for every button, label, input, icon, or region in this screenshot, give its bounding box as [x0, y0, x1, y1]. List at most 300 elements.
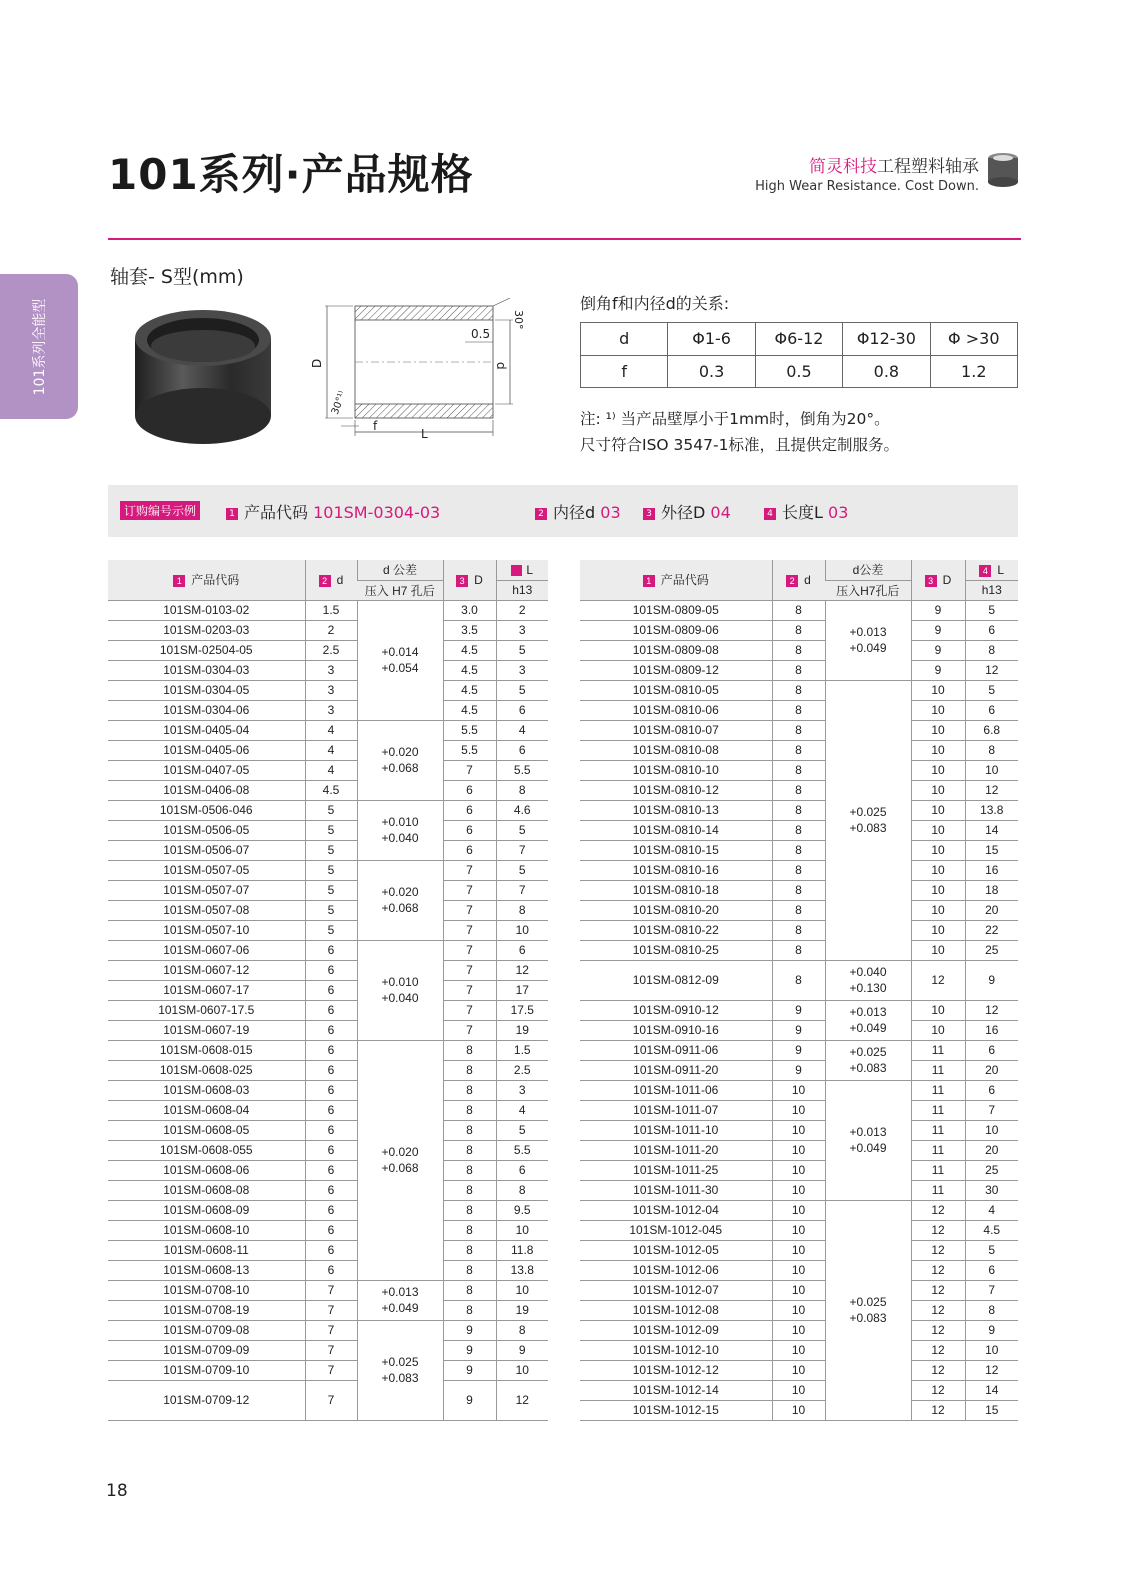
length-L-cell: 6 [965, 700, 1018, 720]
table-row [108, 1060, 548, 1080]
svg-text:30°¹⁾: 30°¹⁾ [329, 389, 349, 417]
product-code-cell: 101SM-0809-12 [580, 660, 772, 680]
inner-d-cell: 10 [772, 1100, 825, 1120]
product-code-cell: 101SM-0608-13 [108, 1260, 305, 1280]
product-code-cell: 101SM-0506-05 [108, 820, 305, 840]
outer-D-cell: 10 [911, 700, 965, 720]
product-code-cell: 101SM-0809-06 [580, 620, 772, 640]
table-row [580, 1380, 1018, 1400]
product-code-cell: 101SM-1011-07 [580, 1100, 772, 1120]
product-code-cell: 101SM-0608-05 [108, 1120, 305, 1140]
product-code-cell: 101SM-1011-30 [580, 1180, 772, 1200]
inner-d-cell: 8 [772, 640, 825, 660]
table-row [580, 720, 1018, 740]
inner-d-cell: 6 [305, 1160, 357, 1180]
length-L-cell: 1.5 [496, 1040, 548, 1060]
product-code-cell: 101SM-0607-19 [108, 1020, 305, 1040]
product-code-cell: 101SM-0810-13 [580, 800, 772, 820]
length-L-cell: 5.5 [496, 1140, 548, 1160]
outer-D-cell: 10 [911, 760, 965, 780]
product-code-cell: 101SM-0203-03 [108, 620, 305, 640]
left-spec-table [108, 560, 548, 1421]
outer-D-cell: 10 [911, 860, 965, 880]
length-L-cell: 5 [496, 860, 548, 880]
length-L-cell: 8 [965, 640, 1018, 660]
outer-D-cell: 10 [911, 920, 965, 940]
inner-d-cell: 5 [305, 920, 357, 940]
inner-d-cell: 10 [772, 1300, 825, 1320]
outer-D-cell: 7 [443, 1020, 496, 1040]
right-spec-table [580, 560, 1018, 1421]
length-L-cell: 25 [965, 940, 1018, 960]
inner-d-cell: 6 [305, 1000, 357, 1020]
inner-d-cell: 4.5 [305, 780, 357, 800]
length-L-cell: 3 [496, 660, 548, 680]
tolerance-cell: +0.025 +0.083 [357, 1320, 443, 1420]
table-row [580, 840, 1018, 860]
length-L-cell: 10 [496, 1280, 548, 1300]
outer-D-cell: 10 [911, 740, 965, 760]
inner-d-cell: 4 [305, 720, 357, 740]
outer-D-cell: 11 [911, 1180, 965, 1200]
inner-d-cell: 7 [305, 1280, 357, 1300]
length-L-cell: 5 [496, 640, 548, 660]
outer-D-cell: 8 [443, 1180, 496, 1200]
svg-text:f: f [373, 419, 378, 433]
product-code-cell: 101SM-1012-09 [580, 1320, 772, 1340]
table-row [580, 960, 1018, 1000]
outer-D-cell: 10 [911, 800, 965, 820]
order-outer-d: 3 外径D 04 [643, 500, 731, 523]
col-code-header: 1 产品代码 [580, 560, 772, 600]
length-L-cell: 20 [965, 1140, 1018, 1160]
table-row [580, 700, 1018, 720]
length-L-cell: 4.6 [496, 800, 548, 820]
product-code-cell: 101SM-1011-25 [580, 1160, 772, 1180]
outer-D-cell: 8 [443, 1120, 496, 1140]
table-row [580, 660, 1018, 680]
inner-d-cell: 9 [772, 1060, 825, 1080]
product-code-cell: 101SM-0506-046 [108, 800, 305, 820]
product-code-cell: 101SM-1011-10 [580, 1120, 772, 1140]
product-code-cell: 101SM-0810-12 [580, 780, 772, 800]
table-row [108, 1000, 548, 1020]
table-row [580, 620, 1018, 640]
length-L-cell: 6 [965, 1040, 1018, 1060]
outer-D-cell: 6 [443, 820, 496, 840]
outer-D-cell: 7 [443, 920, 496, 940]
product-code-cell: 101SM-0507-10 [108, 920, 305, 940]
table-row [108, 980, 548, 1000]
length-L-cell: 10 [965, 760, 1018, 780]
table-row [108, 1260, 548, 1280]
inner-d-cell: 8 [772, 620, 825, 640]
table-row [108, 1040, 548, 1060]
table-row [580, 600, 1018, 620]
table-row [108, 1380, 548, 1420]
inner-d-cell: 8 [772, 660, 825, 680]
outer-D-cell: 9 [443, 1340, 496, 1360]
inner-d-cell: 6 [305, 1120, 357, 1140]
inner-d-cell: 10 [772, 1120, 825, 1140]
product-code-cell: 101SM-0709-08 [108, 1320, 305, 1340]
product-code-cell: 101SM-0812-09 [580, 960, 772, 1000]
outer-D-cell: 12 [911, 960, 965, 1000]
length-L-cell: 6 [965, 1080, 1018, 1100]
inner-d-cell: 8 [772, 840, 825, 860]
inner-d-cell: 10 [772, 1320, 825, 1340]
tolerance-cell: +0.010 +0.040 [357, 800, 443, 860]
table-row [580, 1240, 1018, 1260]
inner-d-cell: 10 [772, 1220, 825, 1240]
length-L-cell: 9.5 [496, 1200, 548, 1220]
svg-text:L: L [421, 427, 428, 441]
inner-d-cell: 5 [305, 900, 357, 920]
table-row [580, 1020, 1018, 1040]
outer-D-cell: 9 [443, 1380, 496, 1420]
inner-d-cell: 6 [305, 1260, 357, 1280]
table-row [108, 700, 548, 720]
table-row [108, 1160, 548, 1180]
inner-d-cell: 10 [772, 1160, 825, 1180]
table-row [108, 900, 548, 920]
outer-D-cell: 12 [911, 1360, 965, 1380]
tolerance-cell: +0.040 +0.130 [825, 960, 911, 1000]
table-row [580, 1040, 1018, 1060]
inner-d-cell: 8 [772, 600, 825, 620]
outer-D-cell: 5.5 [443, 720, 496, 740]
outer-D-cell: 8 [443, 1300, 496, 1320]
table-row [108, 740, 548, 760]
outer-D-cell: 5.5 [443, 740, 496, 760]
length-L-cell: 13.8 [496, 1260, 548, 1280]
brand-tagline: 工程塑料轴承 [877, 157, 979, 177]
table-row [108, 660, 548, 680]
length-L-cell: 12 [496, 1380, 548, 1420]
product-code-cell: 101SM-02504-05 [108, 640, 305, 660]
length-L-cell: 22 [965, 920, 1018, 940]
table-row [108, 940, 548, 960]
table-row [108, 1020, 548, 1040]
inner-d-cell: 8 [772, 860, 825, 880]
outer-D-cell: 7 [443, 960, 496, 980]
length-L-cell: 12 [965, 1000, 1018, 1020]
table-row [580, 640, 1018, 660]
inner-d-cell: 10 [772, 1080, 825, 1100]
product-code-cell: 101SM-0810-06 [580, 700, 772, 720]
length-L-cell: 5 [965, 600, 1018, 620]
table-row [580, 1180, 1018, 1200]
inner-d-cell: 8 [772, 780, 825, 800]
outer-D-cell: 8 [443, 1260, 496, 1280]
length-L-cell: 13.8 [965, 800, 1018, 820]
table-row [580, 1160, 1018, 1180]
table-row [108, 860, 548, 880]
product-code-cell: 101SM-0607-17.5 [108, 1000, 305, 1020]
table-row [108, 1240, 548, 1260]
length-L-cell: 15 [965, 840, 1018, 860]
table-row [580, 1300, 1018, 1320]
length-L-cell: 4 [965, 1200, 1018, 1220]
length-L-cell: 19 [496, 1020, 548, 1040]
inner-d-cell: 7 [305, 1300, 357, 1320]
outer-D-cell: 10 [911, 840, 965, 860]
table-row [580, 1120, 1018, 1140]
outer-D-cell: 7 [443, 1000, 496, 1020]
inner-d-cell: 6 [305, 1040, 357, 1060]
inner-d-cell: 7 [305, 1320, 357, 1340]
col-tol-header: d 公差 [357, 560, 443, 580]
inner-d-cell: 7 [305, 1380, 357, 1420]
table-row [108, 780, 548, 800]
table-row [108, 1280, 548, 1300]
table-row [108, 840, 548, 860]
length-L-cell: 3 [496, 1080, 548, 1100]
svg-text:d: d [494, 362, 508, 370]
inner-d-cell: 6 [305, 1100, 357, 1120]
inner-d-cell: 7 [305, 1340, 357, 1360]
length-L-cell: 7 [496, 840, 548, 860]
length-L-cell: 8 [965, 1300, 1018, 1320]
outer-D-cell: 12 [911, 1400, 965, 1420]
table-row [108, 620, 548, 640]
outer-D-cell: 10 [911, 780, 965, 800]
outer-D-cell: 10 [911, 1020, 965, 1040]
col-d-header: 2 d [305, 560, 357, 600]
table-row [580, 1360, 1018, 1380]
table-row [108, 640, 548, 660]
product-code-cell: 101SM-0708-10 [108, 1280, 305, 1300]
outer-D-cell: 8 [443, 1220, 496, 1240]
col-D-header: 3 D [443, 560, 496, 600]
inner-d-cell: 8 [772, 960, 825, 1000]
product-code-cell: 101SM-0709-09 [108, 1340, 305, 1360]
length-L-cell: 5 [496, 820, 548, 840]
product-code-cell: 101SM-0507-05 [108, 860, 305, 880]
outer-D-cell: 10 [911, 900, 965, 920]
table-row [108, 1360, 548, 1380]
table-row [580, 1260, 1018, 1280]
tolerance-cell: +0.025 +0.083 [825, 1040, 911, 1080]
table-row [108, 920, 548, 940]
table-row [580, 920, 1018, 940]
inner-d-cell: 8 [772, 680, 825, 700]
col-d-header: 2 d [772, 560, 825, 600]
table-row [108, 1120, 548, 1140]
inner-d-cell: 10 [772, 1240, 825, 1260]
outer-D-cell: 9 [911, 660, 965, 680]
outer-D-cell: 7 [443, 860, 496, 880]
length-L-cell: 17.5 [496, 1000, 548, 1020]
outer-D-cell: 6 [443, 800, 496, 820]
length-L-cell: 12 [965, 780, 1018, 800]
outer-D-cell: 8 [443, 1140, 496, 1160]
table-row [580, 1140, 1018, 1160]
page-title: 101系列·产品规格 [108, 150, 474, 199]
side-tab[interactable]: 101系列全能型 [0, 274, 78, 419]
table-row [108, 720, 548, 740]
table-row [580, 820, 1018, 840]
inner-d-cell: 5 [305, 820, 357, 840]
length-L-cell: 20 [965, 900, 1018, 920]
col-L-subheader: h13 [965, 580, 1018, 600]
length-L-cell: 7 [496, 880, 548, 900]
table-row [108, 1220, 548, 1240]
section-label: 轴套- S型(mm) [110, 266, 244, 288]
length-L-cell: 8 [965, 740, 1018, 760]
outer-D-cell: 9 [911, 620, 965, 640]
inner-d-cell: 7 [305, 1360, 357, 1380]
outer-D-cell: 10 [911, 680, 965, 700]
outer-D-cell: 8 [443, 1100, 496, 1120]
length-L-cell: 6 [496, 940, 548, 960]
product-code-cell: 101SM-0608-11 [108, 1240, 305, 1260]
table-row [580, 1320, 1018, 1340]
inner-d-cell: 6 [305, 1180, 357, 1200]
length-L-cell: 7 [965, 1100, 1018, 1120]
outer-D-cell: 8 [443, 1280, 496, 1300]
outer-D-cell: 7 [443, 760, 496, 780]
length-L-cell: 9 [965, 960, 1018, 1000]
table-row [580, 940, 1018, 960]
outer-D-cell: 7 [443, 940, 496, 960]
chamfer-title: 倒角f和内径d的关系: [580, 294, 730, 313]
length-L-cell: 17 [496, 980, 548, 1000]
inner-d-cell: 5 [305, 880, 357, 900]
length-L-cell: 6 [496, 1160, 548, 1180]
product-code-cell: 101SM-0507-08 [108, 900, 305, 920]
inner-d-cell: 10 [772, 1140, 825, 1160]
tolerance-cell: +0.013 +0.049 [357, 1280, 443, 1320]
length-L-cell: 12 [496, 960, 548, 980]
inner-d-cell: 6 [305, 1140, 357, 1160]
table-row [580, 860, 1018, 880]
length-L-cell: 25 [965, 1160, 1018, 1180]
table-row [580, 740, 1018, 760]
product-code-cell: 101SM-0709-10 [108, 1360, 305, 1380]
inner-d-cell: 1.5 [305, 600, 357, 620]
inner-d-cell: 3 [305, 700, 357, 720]
outer-D-cell: 7 [443, 900, 496, 920]
product-code-cell: 101SM-0910-16 [580, 1020, 772, 1040]
product-code-cell: 101SM-0607-12 [108, 960, 305, 980]
product-code-cell: 101SM-1012-10 [580, 1340, 772, 1360]
outer-D-cell: 3.5 [443, 620, 496, 640]
tolerance-cell: +0.014 +0.054 [357, 600, 443, 720]
table-row [108, 1300, 548, 1320]
product-code-cell: 101SM-0304-03 [108, 660, 305, 680]
table-row [580, 900, 1018, 920]
product-code-cell: 101SM-0910-12 [580, 1000, 772, 1020]
order-length: 4 长度L 03 [764, 500, 848, 523]
outer-D-cell: 9 [443, 1360, 496, 1380]
inner-d-cell: 2 [305, 620, 357, 640]
outer-D-cell: 11 [911, 1160, 965, 1180]
inner-d-cell: 10 [772, 1180, 825, 1200]
product-code-cell: 101SM-0708-19 [108, 1300, 305, 1320]
tolerance-cell: +0.025 +0.083 [825, 680, 911, 960]
outer-D-cell: 7 [443, 980, 496, 1000]
length-L-cell: 10 [965, 1340, 1018, 1360]
outer-D-cell: 11 [911, 1080, 965, 1100]
outer-D-cell: 9 [443, 1320, 496, 1340]
length-L-cell: 5 [965, 680, 1018, 700]
inner-d-cell: 8 [772, 740, 825, 760]
table-row [108, 800, 548, 820]
col-L-header: L [496, 560, 548, 580]
inner-d-cell: 8 [772, 820, 825, 840]
inner-d-cell: 5 [305, 840, 357, 860]
tolerance-cell: +0.013 +0.049 [825, 1000, 911, 1040]
col-L-subheader: h13 [496, 580, 548, 600]
product-code-cell: 101SM-1011-06 [580, 1080, 772, 1100]
length-L-cell: 4 [496, 1100, 548, 1120]
length-L-cell: 3 [496, 620, 548, 640]
inner-d-cell: 9 [772, 1020, 825, 1040]
order-code: 1 产品代码 101SM-0304-03 [226, 500, 440, 523]
product-code-cell: 101SM-1012-08 [580, 1300, 772, 1320]
length-L-cell: 30 [965, 1180, 1018, 1200]
tolerance-cell: +0.020 +0.068 [357, 1040, 443, 1280]
table-row [580, 1340, 1018, 1360]
outer-D-cell: 9 [911, 600, 965, 620]
bearing-logo-icon [986, 152, 1020, 188]
inner-d-cell: 6 [305, 940, 357, 960]
table-row [580, 1280, 1018, 1300]
brand-block [755, 152, 979, 194]
product-code-cell: 101SM-1012-15 [580, 1400, 772, 1420]
table-row [580, 880, 1018, 900]
note: 注: ¹⁾ 当产品壁厚小于1mm时，倒角为20°。 尺寸符合ISO 3547-1标准，且提供定制服务。 [580, 410, 899, 454]
col-tol-subheader: 压入 H7 孔后 [357, 580, 443, 600]
outer-D-cell: 10 [911, 820, 965, 840]
product-code-cell: 101SM-1012-05 [580, 1240, 772, 1260]
length-L-cell: 14 [965, 820, 1018, 840]
outer-D-cell: 8 [443, 1160, 496, 1180]
length-L-cell: 6.8 [965, 720, 1018, 740]
product-code-cell: 101SM-1012-06 [580, 1260, 772, 1280]
inner-d-cell: 10 [772, 1200, 825, 1220]
table-row [108, 680, 548, 700]
product-code-cell: 101SM-1012-14 [580, 1380, 772, 1400]
inner-d-cell: 5 [305, 800, 357, 820]
outer-D-cell: 11 [911, 1100, 965, 1120]
inner-d-cell: 8 [772, 880, 825, 900]
outer-D-cell: 12 [911, 1300, 965, 1320]
length-L-cell: 19 [496, 1300, 548, 1320]
product-code-cell: 101SM-1012-04 [580, 1200, 772, 1220]
bushing-photo [128, 300, 278, 450]
product-code-cell: 101SM-0608-03 [108, 1080, 305, 1100]
product-code-cell: 101SM-1012-07 [580, 1280, 772, 1300]
product-code-cell: 101SM-0911-20 [580, 1060, 772, 1080]
chamfer-value-row: f 0.3 0.5 0.8 1.2 [581, 355, 1018, 388]
length-L-cell: 11.8 [496, 1240, 548, 1260]
product-code-cell: 101SM-0608-09 [108, 1200, 305, 1220]
product-code-cell: 101SM-0810-07 [580, 720, 772, 740]
inner-d-cell: 5 [305, 860, 357, 880]
product-code-cell: 101SM-0304-05 [108, 680, 305, 700]
inner-d-cell: 6 [305, 960, 357, 980]
outer-D-cell: 11 [911, 1140, 965, 1160]
inner-d-cell: 9 [772, 1040, 825, 1060]
table-row [580, 680, 1018, 700]
length-L-cell: 10 [496, 1360, 548, 1380]
product-code-cell: 101SM-0810-22 [580, 920, 772, 940]
length-L-cell: 12 [965, 660, 1018, 680]
length-L-cell: 5.5 [496, 760, 548, 780]
inner-d-cell: 10 [772, 1260, 825, 1280]
